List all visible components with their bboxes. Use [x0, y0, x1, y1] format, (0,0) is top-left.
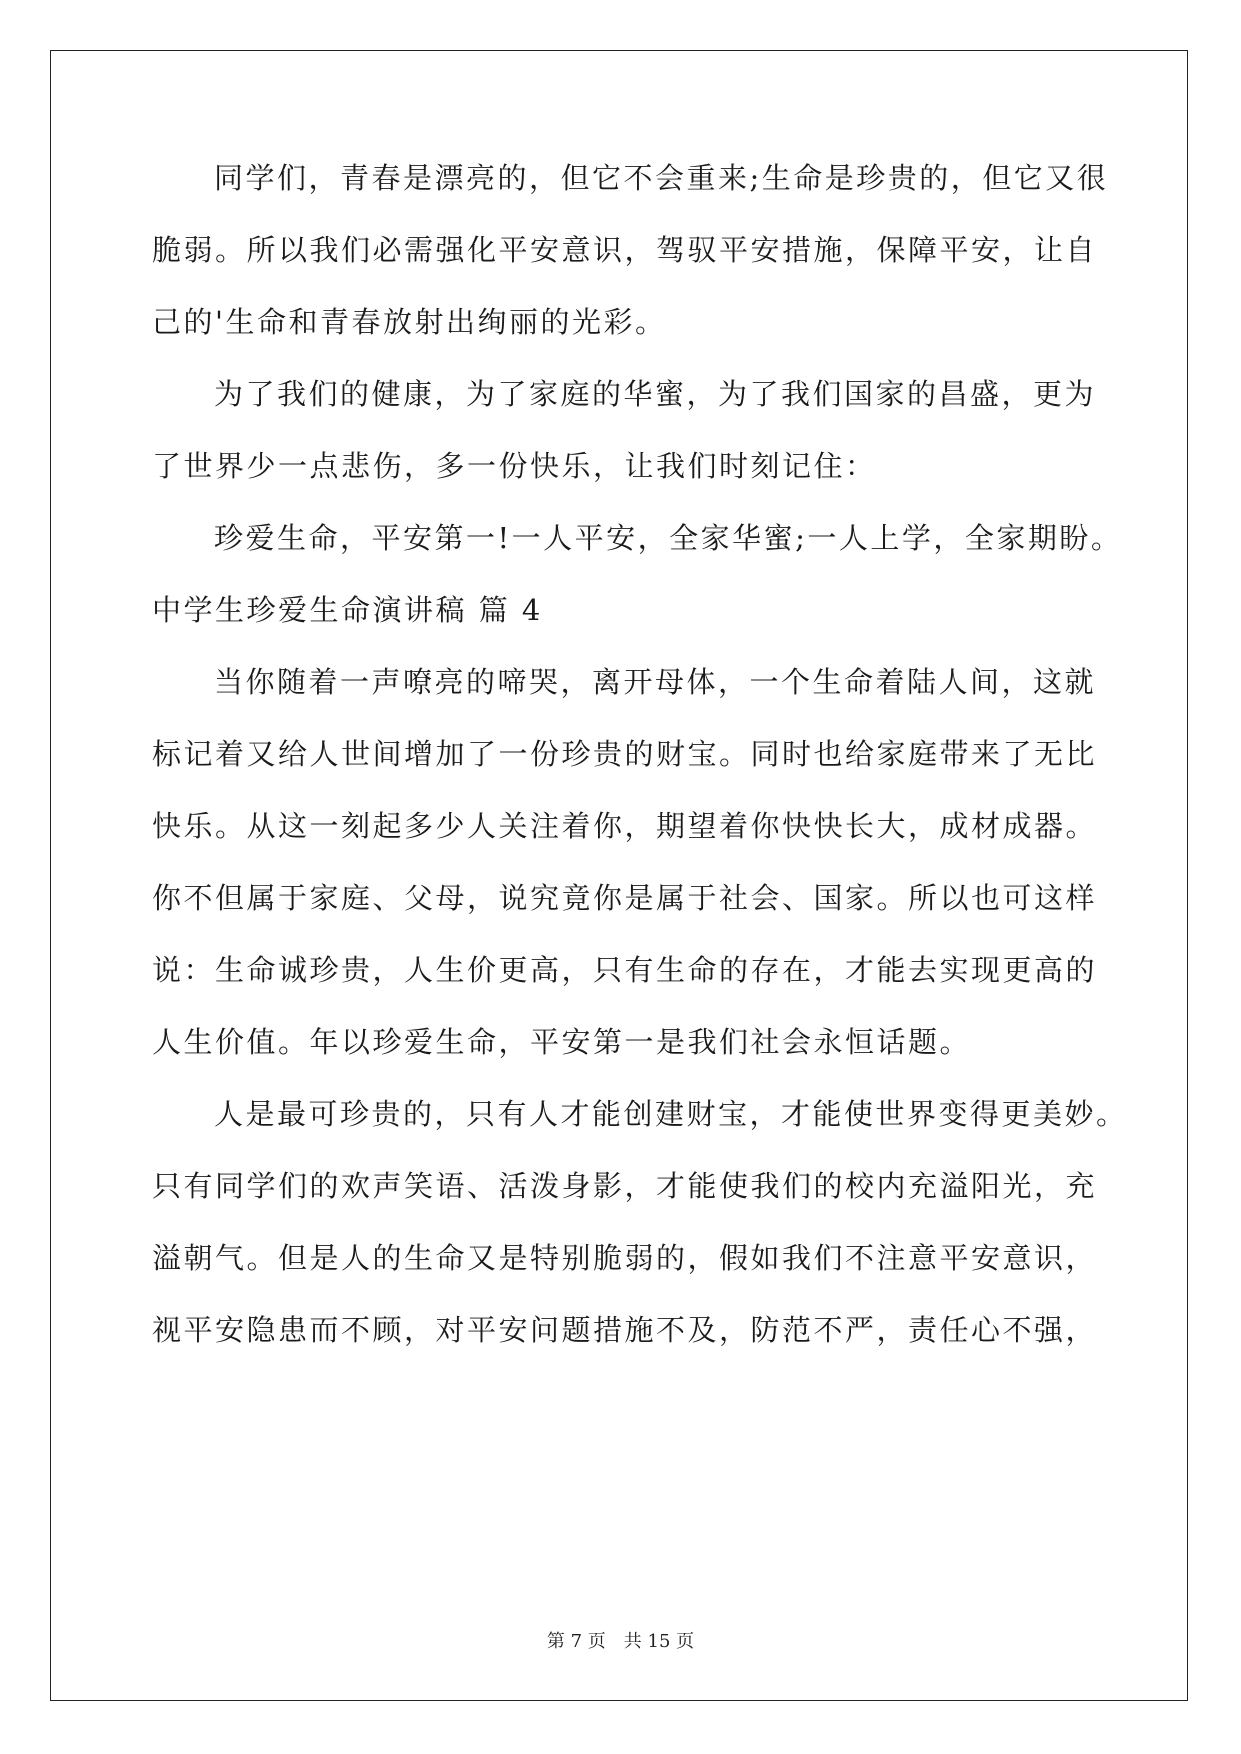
- paragraph-line: 说：生命诚珍贵，人生价更高，只有生命的存在，才能去实现更高的: [152, 953, 1098, 987]
- paragraph-line: 标记着又给人世间增加了一份珍贵的财宝。同时也给家庭带来了无比: [152, 737, 1098, 771]
- paragraph-line: 你不但属于家庭、父母，说究竟你是属于社会、国家。所以也可这样: [152, 881, 1098, 915]
- paragraph-line: 己的'生命和青春放射出绚丽的光彩。: [152, 305, 667, 339]
- paragraph-line: 当你随着一声嘹亮的啼哭，离开母体，一个生命着陆人间，这就: [214, 665, 1097, 699]
- page-border: [50, 50, 1188, 1701]
- paragraph-line: 了世界少一点悲伤，多一份快乐，让我们时刻记住：: [152, 449, 877, 483]
- paragraph-line: 为了我们的健康，为了家庭的华蜜，为了我们国家的昌盛，更为: [214, 377, 1097, 411]
- paragraph-line: 人生价值。年以珍爱生命，平安第一是我们社会永恒话题。: [152, 1025, 972, 1059]
- paragraph-line: 快乐。从这一刻起多少人关注着你，期望着你快快长大，成材成器。: [152, 809, 1098, 843]
- paragraph-line: 视平安隐患而不顾，对平安问题措施不及，防范不严，责任心不强，: [152, 1313, 1098, 1347]
- paragraph-line: 溢朝气。但是人的生命又是特别脆弱的，假如我们不注意平安意识，: [152, 1241, 1098, 1275]
- page-number-footer: 第 7 页 共 15 页: [546, 1631, 695, 1652]
- paragraph-line: 人是最可珍贵的，只有人才能创建财宝，才能使世界变得更美妙。: [214, 1097, 1128, 1131]
- paragraph-line: 珍爱生命，平安第一!一人平安，全家华蜜;一人上学，全家期盼。: [214, 521, 1123, 555]
- paragraph-line: 脆弱。所以我们必需强化平安意识，驾驭平安措施，保障平安，让自: [152, 233, 1098, 267]
- paragraph-line: 同学们，青春是漂亮的，但它不会重来;生命是珍贵的，但它又很: [214, 161, 1109, 195]
- section-heading: 中学生珍爱生命演讲稿 篇 4: [152, 593, 543, 627]
- paragraph-line: 只有同学们的欢声笑语、活泼身影，才能使我们的校内充溢阳光，充: [152, 1169, 1098, 1203]
